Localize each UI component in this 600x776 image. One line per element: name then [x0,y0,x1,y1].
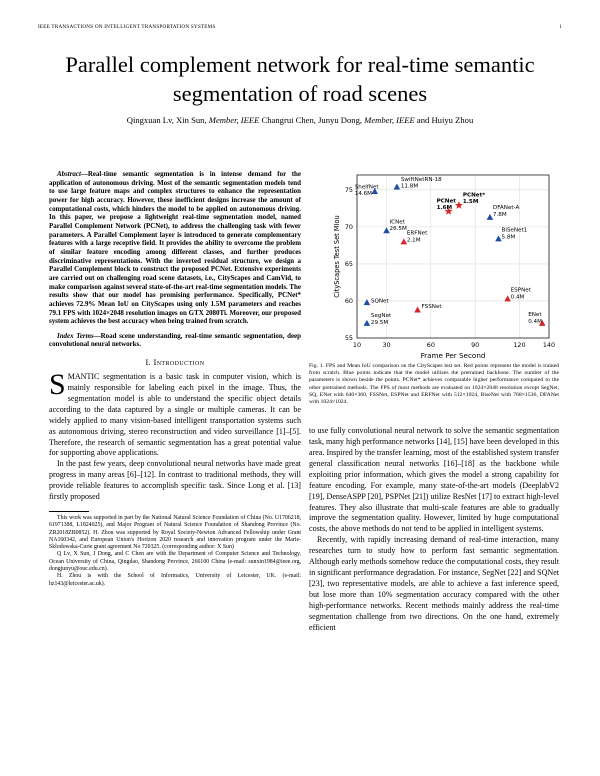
x-tick-label-0: 10 [352,341,362,349]
abstract-lead: Abstract [57,170,81,178]
x-tick-label-2: 60 [426,341,435,349]
drop-cap: S [49,368,66,402]
point-label-shelfnet: ShelfNet [354,184,379,191]
y-axis-label: CityScapes Test Set MIou [333,215,341,298]
point-label-erfnet: ERFNet [406,230,428,237]
point-label-pcnet-: PCNet* [462,192,486,199]
abstract-text: —Real-time semantic segmentation is in intense demand for the application of autonomous driving. Most of the semantic segmentation models tend to use large feature maps and complex structures to enhance the representation power for high accuracy. However, these inefficient designs increase the amount of computational costs, which hinders the model to be applied on autonomous driving. In this paper, we propose a lightweight real-time segmentation model, named Parallel Complement Network (PCNet), to address the challenging task with fewer parameters. A Parallel Complement layer is introduced to generate complementary features with a large receptive field. It provides the ability to overcome the problem of similar feature encoding among different classes, and further produces discriminative representations. With the inverted residual structure, we design a Parallel Complement block to construct the proposed PCNet. Extensive experiments are carried out on challenging road scene datasets, i.e., CityScapes and CamVid, to make comparison against several state-of-the-art real-time segmentation models. The results show that our model has promising performance. Specifically, PCNet* achieves 72.9% Mean IoU on CityScapes using only 1.5M parameters and reaches 79.1 FPS with 1024×2048 resolution images on GTX 2080Ti. Moreover, our proposed system achieves the best accuracy when being trained from scratch. [49,170,301,326]
point-segnet [364,320,371,326]
author-role-2: Member, IEEE [364,115,415,125]
x-tick-label-3: 90 [471,341,480,349]
footnote-affiliation-ouc: Q Lv, X Sun, J Dong, and C Chen are with the Department of Computer Science and Technology, Ocean University of China, Qingdao, Shandong Province, 266100 China (e-mail: sunxin1984@ieee.org, dongjunyu@ouc.edu.cn). [49,551,301,573]
point-params-bisenet1: 5.8M [501,234,516,241]
point-params-swiftnetrn-18: 11.8M [400,183,419,190]
footnote-divider [49,511,89,512]
index-terms [49,332,301,349]
running-head [38,24,562,30]
point-label-espnet: ESPNet [510,287,531,294]
y-tick-label-1: 60 [344,297,353,306]
point-pcnet- [455,201,463,209]
point-sqnet [364,299,371,305]
y-tick-label-0: 55 [344,334,353,343]
index-terms-text: —Road scene understanding, real-time semantic segmentation, deep convolutional neural networks. [49,331,301,349]
right-body-text [309,426,559,633]
point-params-icnet: 26.5M [389,226,407,233]
point-swiftnetrn-18 [394,184,401,190]
author-names-2: Changrui Chen, Junyu Dong, [259,115,365,125]
index-terms-lead: Index Terms [57,331,94,340]
point-params-segnet: 29.5M [370,319,389,326]
y-tick-label-4: 75 [344,186,353,195]
author-line [40,115,560,125]
point-label-segnet: SegNet [370,313,392,320]
y-tick-label-2: 65 [344,260,353,269]
y-tick-label-3: 70 [344,223,353,232]
abstract [49,170,301,326]
figure-1 [309,170,559,406]
section-heading-introduction: I. Introduction [145,358,205,368]
paper-title: Parallel complement network for real-time semantic segmentation of road scenes [65,52,535,106]
intro-paragraph-1 [49,368,301,459]
footnote-funding: This work was supported in part by the National Natural Science Foundation of China (No. U1706218, 61971388, L1824025), and Major Program of Natural Science Foundation of Shandong Province (No. ZR2018ZB0852). H. Zhou was supported by Royal Society-Newton Advanced Fellowship under Grant NA160342, and European Union's Horizon 2020 research and innovation program under the Marie-Sklodowska-Curie grant agreement No 720325. (corresponding author: X Sun) [49,515,301,551]
x-axis-label: Frame Per Second [420,351,486,360]
x-tick-label-5: 140 [542,341,556,349]
point-label-enet: ENet [528,312,542,319]
intro-paragraph-4: Recently, with rapidly increasing demand of real-time interaction, many researches turn to study how to perform fast semantic segmentation. Although early methods somehow reduce the computational costs, they result in significant performance degradation. For instance, SegNet [22] and SQNet [23], two representative models, are able to achieve a fast inference speed, but lose more than 10% segmentation accuracy compared with the other high-performance networks. Recent methods mainly address the real-time segmentation challenge from two directions. On the one hand, extremely efficient [309,535,559,632]
point-label-bisenet1: BiSeNet1 [501,227,528,234]
point-params-erfnet: 2.1M [406,237,421,244]
point-params-enet: 0.4M [528,318,542,325]
point-label-swiftnetrn-18: SwiftNetRN-18 [400,176,442,183]
x-tick-label-1: 30 [382,341,391,349]
point-label-fssnet: FSSNet [421,303,442,310]
point-label-icnet: ICNet [389,219,405,226]
author-names-1: Qingxuan Lv, Xin Sun, [126,115,209,125]
footnote-affiliation-leicester: H. Zhou is with the School of Informatics, University of Leicester, UK. (e-mail: hz143@leicester.ac.uk). [49,573,301,587]
journal-name: IEEE TRANSACTIONS ON INTELLIGENT TRANSPORTATION SYSTEMS [38,24,216,30]
x-tick-label-4: 120 [513,341,526,349]
point-params-dfanet-a: 7.8M [492,211,507,218]
point-label-sqnet: SQNet [370,298,389,305]
right-column [309,170,559,633]
intro-paragraph-1-text: MANTIC segmentation is a basic task in computer vision, which is mainly responsible for labeling each pixel in the image. Thus, the segmentation model is able to understand the specific object details according to the data captured by a single or multiple cameras. It can be widely applied to many vision-based intelligent transportation systems such as autonomous driving, stereo reconstruction and video surveillance [1]–[5]. Therefore, the research of semantic segmentation has a great potential value for supporting above applications. [49,372,301,458]
figure-1-caption: Fig. 1. FPS and Mean IoU comparison on the CityScapes test set. Red points represent the model is trained from scratch. Blue points indicate that the model utilizes the pretrained backbone. The number of the parameters is shown beside the points. PCNet* achieves comparable higher performance compared to the other pretrained methods. The FPS of most methods are evaluated on 1024×2048 resolution except SegNet, SQ, ENet with 640×360, FSSNet, ESPNet and ERFNet with 512×1024, BiseNet with 768×1536, DFANet with 1024×1024. [309,363,559,406]
point-label-pcnet: PCNet [436,198,456,205]
intro-paragraph-3: to use fully convolutional neural network to solve the semantic segmentation task, many high performance networks [14], [15] have been developed in this area. Inspired by the transfer learning, most of the established system transfer general classification neural networks [16]–[18] as the backbone while exploiting prior information, which gives the model a strong capability for feature encoding. For example, many state-of-the-art models (DeeplabV2 [19], DenseASPP [20], PSPNet [21]) utilize ResNet [17] to extract high-level features. They also illustrate that multi-scale features are able to gradually improve the segmentation quality. However, limited by huge computational costs, the above methods do not tend to be applied in intelligent systems. [309,426,559,534]
point-params-pcnet: 1.6M [436,204,453,211]
point-params-pcnet-: 1.5M [462,198,479,205]
page-number: 1 [559,24,562,30]
author-role-1: Member, IEEE [208,115,260,125]
left-column [49,170,301,588]
point-params-espnet: 0.4M [510,294,525,301]
intro-paragraph-2: In the past few years, deep convolutional neural networks have made great progress in many areas [6]–[12]. In contrast to traditional methods, they will provide reliable features to accomplish specific task. Since Long et al. [13] firstly proposed [49,459,301,502]
point-params-shelfnet: 14.6M [354,190,373,197]
point-label-dfanet-a: DFANet-A [492,205,520,212]
point-fssnet [414,307,421,313]
author-names-3: and Huiyu Zhou [414,115,474,125]
fps-miou-scatter-chart [309,170,559,360]
